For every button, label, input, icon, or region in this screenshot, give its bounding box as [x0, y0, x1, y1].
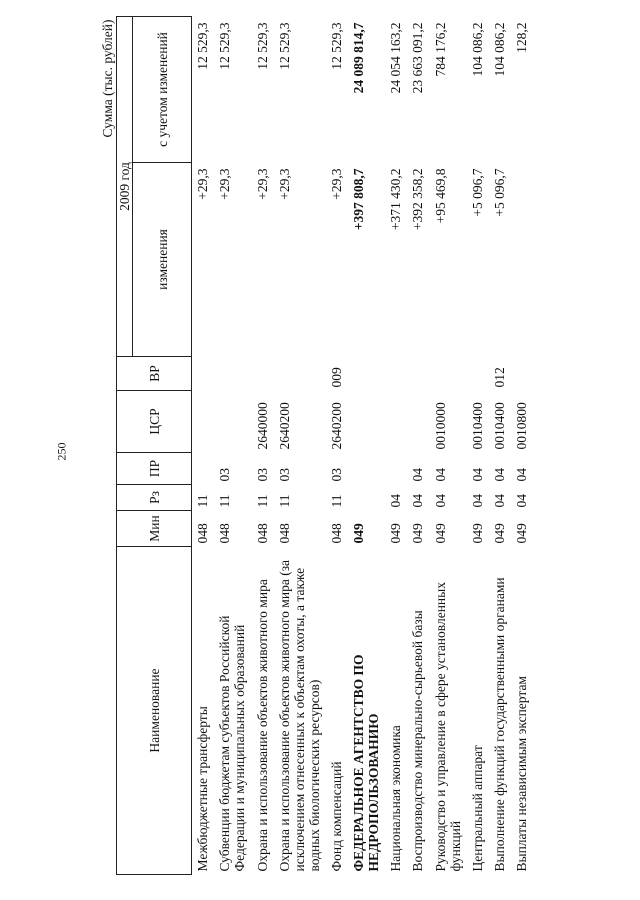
cell-change: [511, 163, 533, 357]
cell-vr: 009: [328, 367, 344, 388]
cell-min: 048: [328, 523, 344, 544]
cell-vr: [214, 357, 251, 391]
cell-csr: [348, 391, 385, 453]
cell-name: ФЕДЕРАЛЬНОЕ АГЕНТСТВО ПО НЕДРОПОЛЬЗОВАНИЮ: [351, 654, 382, 872]
table-row: [385, 17, 407, 875]
cell-min: 049: [513, 523, 529, 544]
cell-change: +392 358,2: [410, 168, 426, 231]
col-header-csr: ЦСР: [117, 391, 192, 453]
cell-total: 128,2: [513, 22, 529, 53]
cell-total: 24 054 163,2: [388, 22, 404, 94]
cell-change: +371 430,2: [388, 168, 404, 231]
table-body: [192, 17, 533, 875]
cell-pr: 04: [469, 468, 485, 482]
cell-min: 048: [276, 523, 292, 544]
col-header-vr: ВР: [117, 357, 192, 391]
cell-min: 049: [351, 523, 367, 544]
cell-total: 12 529,3: [276, 22, 292, 70]
cell-total: 24 089 814,7: [351, 22, 367, 94]
cell-change: +397 808,7: [351, 168, 367, 231]
cell-min: 049: [410, 523, 426, 544]
cell-total: 12 529,3: [254, 22, 270, 70]
col-header-year: 2009 год: [117, 17, 133, 357]
table-row: [430, 17, 467, 875]
cell-rz: 04: [491, 494, 507, 508]
cell-pr: 04: [432, 468, 448, 482]
table-row: [407, 17, 429, 875]
cell-rz: 11: [217, 494, 233, 508]
table-row: [252, 17, 274, 875]
cell-name: Руководство и управление в сфере установленных функций: [432, 582, 463, 872]
cell-change: +29,3: [276, 168, 292, 200]
col-header-pr: ПР: [117, 453, 192, 485]
cell-rz: 11: [328, 494, 344, 508]
cell-pr: 03: [254, 468, 270, 482]
cell-rz: 04: [388, 494, 404, 508]
cell-csr: 2640200: [328, 402, 344, 450]
cell-name: Межбюджетные трансферты: [195, 706, 211, 872]
cell-total: 12 529,3: [217, 22, 233, 70]
cell-rz: 04: [432, 494, 448, 508]
cell-vr: [192, 357, 215, 391]
budget-table-sheet: [100, 15, 540, 875]
table-row: [467, 17, 489, 875]
cell-csr: [385, 391, 407, 453]
cell-pr: 04: [491, 468, 507, 482]
table-row: [274, 17, 326, 875]
cell-csr: 0010400: [469, 402, 485, 450]
cell-total: 12 529,3: [328, 22, 344, 70]
cell-min: 048: [195, 523, 211, 544]
cell-csr: [192, 391, 215, 453]
cell-csr: 0010400: [491, 402, 507, 450]
cell-pr: 03: [328, 468, 344, 482]
page-number: 250: [54, 442, 69, 461]
cell-pr: 04: [410, 468, 426, 482]
cell-csr: [214, 391, 251, 453]
cell-rz: 04: [513, 494, 529, 508]
cell-rz: 11: [254, 494, 270, 508]
cell-vr: [467, 357, 489, 391]
cell-csr: 0010000: [432, 402, 448, 450]
col-header-name: Наименование: [117, 547, 192, 875]
col-header-rz: Рз: [117, 485, 192, 511]
cell-name: Выполнение функций государственными органами: [491, 577, 507, 872]
cell-name: Субвенции бюджетам субъектов Российской Федерации и муниципальных образований: [217, 615, 248, 872]
cell-total: 104 086,2: [491, 22, 507, 77]
cell-min: 049: [469, 523, 485, 544]
cell-rz: 11: [276, 494, 292, 508]
cell-change: +95 469,8: [432, 168, 448, 224]
cell-pr: 03: [217, 468, 233, 482]
cell-name: Национальная экономика: [388, 725, 404, 872]
col-header-changes: изменения: [133, 163, 192, 357]
cell-csr: 2640200: [276, 402, 292, 450]
cell-csr: 0010800: [513, 402, 529, 450]
cell-vr: [385, 357, 407, 391]
cell-total: 23 663 091,2: [410, 22, 426, 94]
cell-min: 049: [491, 523, 507, 544]
cell-rz: 04: [410, 494, 426, 508]
cell-vr: [430, 357, 467, 391]
col-header-min: Мин: [117, 511, 192, 547]
cell-change: +29,3: [217, 168, 233, 200]
cell-vr: 012: [491, 367, 507, 388]
cell-pr: [192, 453, 215, 485]
table-row: [326, 17, 348, 875]
cell-csr: [407, 391, 429, 453]
cell-name: Центральный аппарат: [469, 745, 485, 872]
cell-pr: 03: [276, 468, 292, 482]
table-row: [192, 17, 215, 875]
cell-total: 12 529,3: [195, 22, 211, 70]
cell-name: Фонд компенсаций: [328, 761, 344, 872]
cell-pr: [348, 453, 385, 485]
table-row: [489, 17, 511, 875]
cell-vr: [348, 357, 385, 391]
cell-change: +29,3: [254, 168, 270, 200]
sum-caption: Сумма (тыс. рублей): [100, 19, 115, 138]
cell-name: Охрана и использование объектов животного мира (за исключением отнесенных к объектам охоты, а также водных биологических ресурсов): [276, 559, 322, 872]
cell-pr: 04: [513, 468, 529, 482]
cell-rz: 04: [469, 494, 485, 508]
cell-csr: 2640000: [254, 402, 270, 450]
cell-min: 048: [254, 523, 270, 544]
rotated-table-frame: [100, 15, 540, 875]
cell-min: 048: [217, 523, 233, 544]
cell-pr: [385, 453, 407, 485]
cell-vr: [274, 357, 326, 391]
cell-total: 784 176,2: [432, 22, 448, 77]
table-row: [511, 17, 533, 875]
cell-min: 049: [388, 523, 404, 544]
budget-table: [100, 16, 533, 875]
cell-name: Воспроизводство минерально-сырьевой базы: [410, 610, 426, 872]
cell-name: Выплаты независимым экспертам: [513, 676, 529, 872]
col-header-with-changes: с учетом изменений: [133, 17, 192, 163]
cell-change: +5 096,7: [469, 168, 485, 217]
table-row: [348, 17, 385, 875]
cell-change: +29,3: [328, 168, 344, 200]
cell-name: Охрана и использование объектов животного мира: [254, 579, 270, 872]
cell-vr: [511, 357, 533, 391]
cell-rz: 11: [195, 494, 211, 508]
cell-vr: [407, 357, 429, 391]
cell-min: 049: [432, 523, 448, 544]
cell-vr: [252, 357, 274, 391]
cell-total: 104 086,2: [469, 22, 485, 77]
cell-rz: [348, 485, 385, 511]
cell-change: +29,3: [195, 168, 211, 200]
cell-change: +5 096,7: [491, 168, 507, 217]
table-row: [214, 17, 251, 875]
